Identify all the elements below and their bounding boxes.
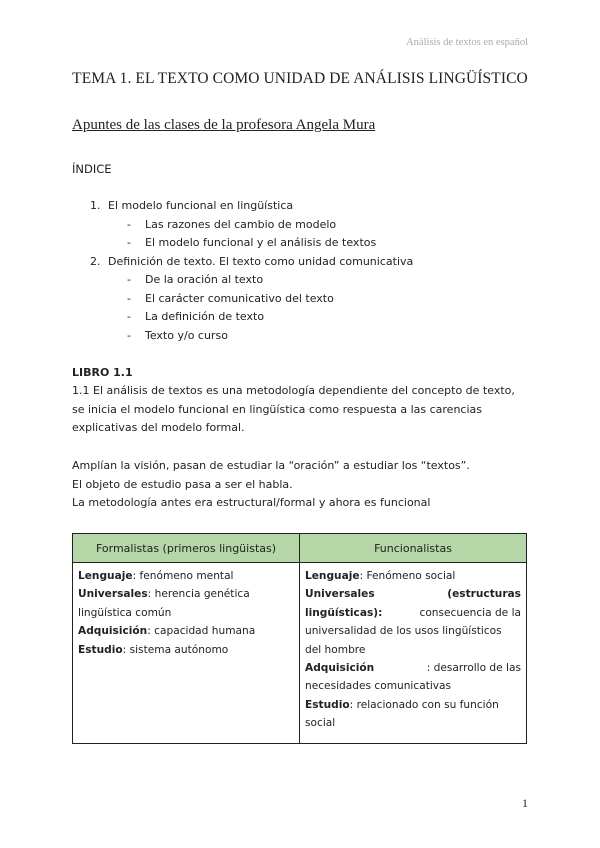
- term-text: : Fenómeno social: [359, 570, 456, 582]
- term-label: (estructuras: [447, 588, 521, 601]
- term-text: universalidad de los usos lingüísticos: [305, 625, 502, 638]
- term-label: Universales: [78, 588, 148, 601]
- term-label: Adquisición: [305, 662, 375, 675]
- term-text: : fenómeno mental: [132, 570, 234, 582]
- paragraph-line: 1.1 El análisis de textos es una metodología dependiente del concepto de texto,: [72, 384, 515, 397]
- term-text: del hombre: [305, 643, 366, 656]
- paragraph-line: explicativas del modelo formal.: [72, 421, 245, 435]
- paragraph-line: La metodología antes era estructural/formal y ahora es funcional: [72, 496, 431, 510]
- term-label: lingüísticas):: [305, 606, 383, 619]
- toc-dash: -: [127, 217, 131, 231]
- term-text: : relacionado con su función: [349, 698, 499, 711]
- toc-subitem-label: La definición de texto: [145, 310, 265, 323]
- running-header: Análisis de textos en español: [406, 37, 528, 48]
- term-label: Universales: [305, 588, 375, 601]
- term-text: : desarrollo de las: [426, 662, 521, 675]
- toc-dash: -: [127, 291, 131, 305]
- term-label: Estudio: [78, 643, 123, 656]
- toc-item-number: 1.: [90, 199, 101, 212]
- toc-item-label: El modelo funcional en lingüística: [108, 199, 294, 212]
- page-number: 1: [522, 796, 528, 810]
- toc-subitem-label: El modelo funcional y el análisis de textos: [145, 236, 377, 249]
- paragraph-line: se inicia el modelo funcional en lingüística como respuesta a las carencias: [72, 402, 482, 416]
- term-text: lingüística común: [78, 606, 172, 619]
- term-text: : herencia genética: [147, 588, 250, 601]
- toc-item-number: 2.: [90, 254, 101, 268]
- section-heading: LIBRO 1.1: [72, 366, 133, 379]
- paragraph-intro: [72, 382, 528, 438]
- term-text: : sistema autónomo: [122, 643, 229, 656]
- toc-dash: -: [127, 273, 131, 286]
- term-label: Adquisición: [78, 625, 148, 638]
- paragraph-line: El objeto de estudio pasa a ser el habla.: [72, 477, 293, 491]
- term-text: : capacidad humana: [147, 625, 256, 638]
- term-label: Estudio: [305, 698, 350, 711]
- toc-dash: -: [127, 310, 131, 323]
- term-label: Lenguaje: [305, 570, 360, 582]
- toc-subitem-label: De la oración al texto: [145, 273, 264, 286]
- toc-item-label: Definición de texto. El texto como unidad comunicativa: [108, 254, 414, 268]
- index-heading: ÍNDICE: [72, 162, 112, 176]
- formalistas-cell: [73, 563, 300, 744]
- toc-dash: -: [127, 328, 131, 342]
- toc-subitem-label: Texto y/o curso: [145, 328, 228, 342]
- term-text: social: [305, 717, 336, 730]
- term-text: consecuencia de la: [419, 606, 521, 619]
- term-text: necesidades comunicativas: [305, 680, 452, 693]
- term-label: Lenguaje: [78, 570, 133, 582]
- paragraph-line: Amplían la visión, pasan de estudiar la “oración” a estudiar los “textos”.: [72, 459, 470, 472]
- column-header-formalistas: Formalistas (primeros lingüistas): [73, 534, 300, 563]
- subtitle: Apuntes de las clases de la profesora Angela Mura: [72, 117, 376, 133]
- column-header-funcionalistas: Funcionalistas: [300, 534, 527, 563]
- toc-dash: -: [127, 236, 131, 249]
- toc-subitem-label: El carácter comunicativo del texto: [145, 291, 334, 305]
- toc-subitem-label: Las razones del cambio de modelo: [145, 217, 337, 231]
- paragraph-vision: [72, 457, 528, 513]
- page-title: TEMA 1. EL TEXTO COMO UNIDAD DE ANÁLISIS LINGÜÍSTICO: [72, 70, 528, 87]
- funcionalistas-cell: [300, 563, 527, 744]
- comparison-table: [72, 533, 527, 744]
